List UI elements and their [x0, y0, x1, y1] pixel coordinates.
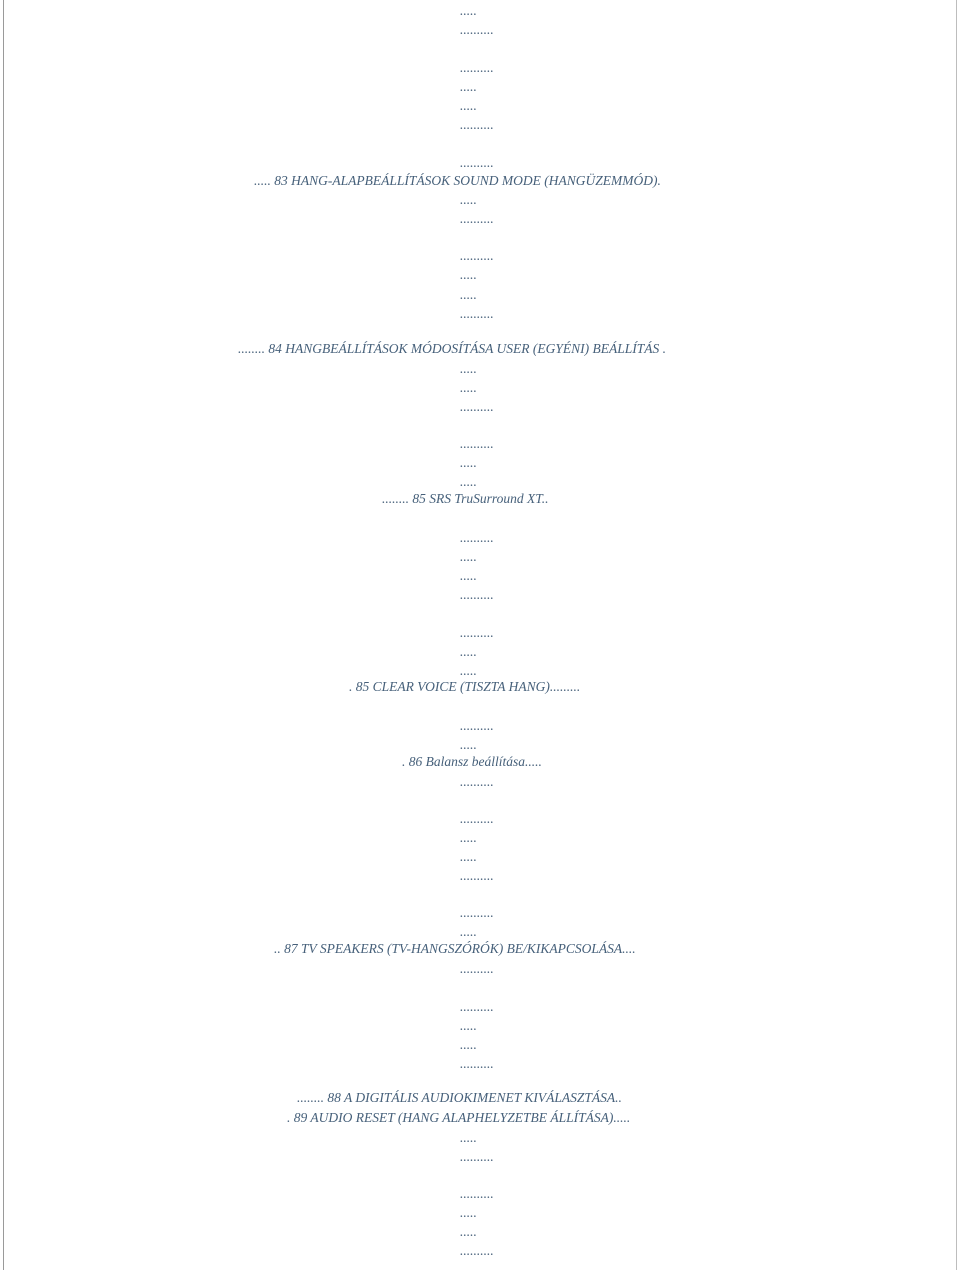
- toc-entry-audio-reset[interactable]: . 89 AUDIO RESET (HANG ALAPHELYZETBE ÁLLÍTÁSA).....: [287, 1110, 631, 1125]
- dot-leader: .....: [460, 474, 477, 489]
- toc-entry-digital-audio-out[interactable]: ........ 88 A DIGITÁLIS AUDIOKIMENET KIVÁLASZTÁSA..: [297, 1090, 622, 1105]
- dot-leader: ..........: [460, 999, 494, 1014]
- dot-leader: ..........: [460, 436, 494, 451]
- dot-leader: ..........: [460, 868, 494, 883]
- dot-leader: ..........: [460, 961, 494, 976]
- dot-leader: ..........: [460, 1186, 494, 1201]
- toc-entry-clear-voice[interactable]: . 85 CLEAR VOICE (TISZTA HANG).........: [349, 679, 581, 694]
- dot-leader: .....: [460, 1037, 477, 1052]
- dot-leader: ..........: [460, 155, 494, 170]
- dot-leader: ..........: [460, 1056, 494, 1071]
- dot-leader: ..........: [460, 399, 494, 414]
- dot-leader: ..........: [460, 625, 494, 640]
- dot-leader: ..........: [460, 211, 494, 226]
- dot-leader: ..........: [460, 60, 494, 75]
- dot-leader: ..........: [460, 248, 494, 263]
- toc-entry-srs-trusurround[interactable]: ........ 85 SRS TruSurround XT..: [382, 491, 549, 506]
- dot-leader: ..........: [460, 1243, 494, 1258]
- dot-leader: .....: [460, 1130, 477, 1145]
- dot-leader: .....: [460, 361, 477, 376]
- dot-leader: .....: [460, 455, 477, 470]
- left-border: [3, 0, 4, 1270]
- toc-entry-tv-speakers[interactable]: .. 87 TV SPEAKERS (TV-HANGSZÓRÓK) BE/KIKAPCSOLÁSA....: [274, 941, 636, 956]
- dot-leader: .....: [460, 849, 477, 864]
- dot-leader: .....: [460, 192, 477, 207]
- dot-leader: .....: [460, 1018, 477, 1033]
- dot-leader: .....: [460, 380, 477, 395]
- dot-leader: ..........: [460, 774, 494, 789]
- dot-leader: .....: [460, 737, 477, 752]
- dot-leader: .....: [460, 1205, 477, 1220]
- dot-leader: .....: [460, 830, 477, 845]
- dot-leader: .....: [460, 267, 477, 282]
- dot-leader: ..........: [460, 905, 494, 920]
- dot-leader: .....: [460, 663, 477, 678]
- dot-leader: ..........: [460, 530, 494, 545]
- dot-leader: .....: [460, 549, 477, 564]
- dot-leader: .....: [460, 79, 477, 94]
- dot-leader: ..........: [460, 22, 494, 37]
- toc-entry-user-settings[interactable]: ........ 84 HANGBEÁLLÍTÁSOK MÓDOSÍTÁSA USER (EGYÉNI) BEÁLLÍTÁS .: [238, 341, 666, 356]
- dot-leader: ..........: [460, 587, 494, 602]
- toc-entry-sound-mode[interactable]: ..... 83 HANG-ALAPBEÁLLÍTÁSOK SOUND MODE (HANGÜZEMMÓD).: [254, 173, 661, 188]
- dot-leader: .....: [460, 644, 477, 659]
- dot-leader: ..........: [460, 718, 494, 733]
- dot-leader: .....: [460, 287, 477, 302]
- dot-leader: ..........: [460, 117, 494, 132]
- dot-leader: .....: [460, 98, 477, 113]
- dot-leader: ..........: [460, 306, 494, 321]
- toc-entry-balance[interactable]: . 86 Balansz beállítása.....: [402, 754, 542, 769]
- dot-leader: ..........: [460, 1149, 494, 1164]
- dot-leader: .....: [460, 568, 477, 583]
- dot-leader: .....: [460, 1224, 477, 1239]
- dot-leader: ..........: [460, 811, 494, 826]
- dot-leader: .....: [460, 924, 477, 939]
- dot-leader: .....: [460, 3, 477, 18]
- right-border: [956, 0, 957, 1270]
